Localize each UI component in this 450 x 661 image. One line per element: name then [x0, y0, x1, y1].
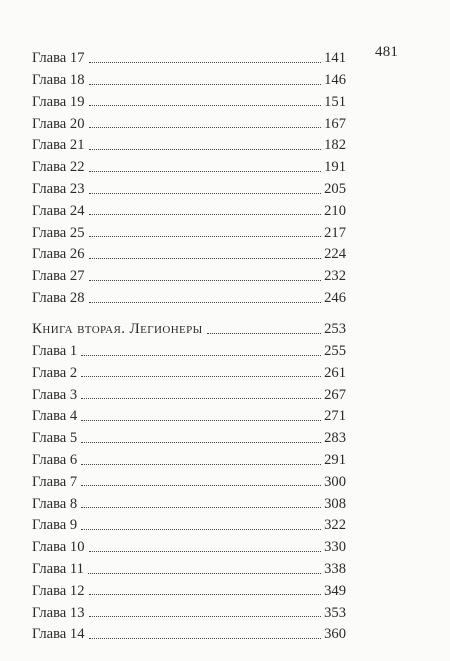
- chapter-title: Глава 21: [32, 137, 85, 154]
- chapter-title: Глава 28: [32, 289, 85, 306]
- toc-entry: [32, 380, 346, 402]
- chapter-title: Глава 18: [32, 72, 85, 88]
- chapter-page-ref: 349: [324, 582, 346, 599]
- dot-leader: [89, 192, 322, 194]
- chapter-page-ref: 353: [324, 604, 346, 621]
- dot-leader: [89, 257, 322, 259]
- dot-leader: [81, 506, 321, 508]
- toc-entry: [32, 533, 346, 555]
- toc-entry: [32, 555, 346, 577]
- chapter-title: Глава 24: [32, 202, 85, 219]
- dot-leader: [88, 572, 321, 574]
- toc-entry: [32, 620, 346, 642]
- toc-entry: [32, 337, 346, 359]
- chapter-title: Глава 19: [32, 93, 85, 110]
- toc-entry: [32, 446, 346, 468]
- toc-entry: [32, 284, 346, 306]
- chapter-page-ref: 224: [324, 246, 346, 263]
- chapter-title: Глава 12: [32, 582, 85, 599]
- chapter-page-ref: 291: [324, 452, 346, 469]
- toc-entry: [32, 88, 346, 110]
- section-gap: [32, 306, 346, 316]
- toc-entry: [32, 511, 346, 533]
- toc-book-heading: [32, 315, 346, 337]
- toc-entry: [32, 153, 346, 175]
- dot-leader: [89, 593, 322, 595]
- chapter-page-ref: 191: [324, 159, 346, 176]
- dot-leader: [81, 419, 321, 421]
- toc-section-book-one: [32, 44, 346, 306]
- dot-leader: [81, 528, 321, 530]
- toc-entry: [32, 44, 346, 66]
- dot-leader: [89, 104, 322, 106]
- dot-leader: [89, 61, 322, 63]
- toc-entry: [32, 66, 346, 88]
- chapter-page-ref: 210: [324, 202, 346, 219]
- chapter-page-ref: 167: [324, 115, 346, 132]
- dot-leader: [81, 484, 321, 486]
- dot-leader: [89, 83, 322, 85]
- chapter-page-ref: 217: [324, 224, 346, 241]
- toc-entry: [32, 218, 346, 240]
- chapter-page-ref: 271: [324, 408, 346, 425]
- chapter-title: Глава 13: [32, 604, 85, 621]
- chapter-title: Глава 11: [32, 561, 84, 578]
- toc-entry: [32, 109, 346, 131]
- toc-entry: [32, 262, 346, 284]
- dot-leader: [89, 235, 322, 237]
- dot-leader: [207, 332, 321, 334]
- toc-entry: [32, 359, 346, 381]
- chapter-title: Глава 26: [32, 246, 85, 263]
- toc-section-book-two: [32, 337, 346, 642]
- dot-leader: [89, 170, 322, 172]
- toc-entry: [32, 131, 346, 153]
- chapter-title: Глава 2: [32, 364, 78, 381]
- chapter-title: Глава 10: [32, 539, 85, 556]
- dot-leader: [89, 126, 322, 128]
- chapter-title: Глава 4: [32, 408, 78, 425]
- chapter-title: Глава 5: [32, 430, 78, 447]
- chapter-page-ref: 308: [324, 495, 346, 512]
- dot-leader: [81, 354, 321, 356]
- page-number: 481: [375, 44, 399, 60]
- chapter-page-ref: 267: [324, 386, 346, 403]
- dot-leader: [89, 148, 322, 150]
- table-of-contents: [32, 44, 346, 642]
- toc-entry: [32, 598, 346, 620]
- dot-leader: [89, 615, 322, 617]
- chapter-title: Глава 9: [32, 517, 78, 534]
- toc-entry: [32, 489, 346, 511]
- toc-entry: [32, 402, 346, 424]
- dot-leader: [89, 301, 322, 303]
- chapter-page-ref: 151: [324, 93, 346, 110]
- dot-leader: [89, 637, 322, 639]
- toc-entry: [32, 424, 346, 446]
- toc-entry: [32, 468, 346, 490]
- chapter-page-ref: 261: [324, 364, 346, 381]
- chapter-page-ref: 246: [324, 289, 346, 306]
- book-page-ref: 253: [324, 321, 346, 338]
- chapter-title: Глава 1: [32, 343, 78, 360]
- dot-leader: [89, 550, 322, 552]
- chapter-page-ref: 255: [324, 343, 346, 360]
- chapter-title: Глава 23: [32, 180, 85, 197]
- chapter-title: Глава 8: [32, 495, 78, 512]
- chapter-title: Глава 17: [32, 50, 85, 67]
- chapter-title: Глава 27: [32, 268, 85, 285]
- chapter-title: Глава 22: [32, 159, 85, 176]
- dot-leader: [89, 279, 322, 281]
- chapter-title: Глава 7: [32, 473, 78, 490]
- chapter-page-ref: 338: [324, 561, 346, 578]
- dot-leader: [81, 463, 321, 465]
- chapter-title: Глава 25: [32, 224, 85, 241]
- chapter-page-ref: 330: [324, 539, 346, 556]
- chapter-page-ref: 232: [324, 268, 346, 285]
- chapter-title: Глава 6: [32, 452, 78, 469]
- dot-leader: [81, 441, 321, 443]
- dot-leader: [81, 375, 321, 377]
- dot-leader: [89, 213, 322, 215]
- chapter-page-ref: 283: [324, 430, 346, 447]
- toc-entry: [32, 197, 346, 219]
- chapter-page-ref: 322: [324, 517, 346, 534]
- chapter-page-ref: 360: [324, 626, 346, 643]
- toc-entry: [32, 577, 346, 599]
- toc-entry: [32, 175, 346, 197]
- book-title: Книга вторая. Легионеры: [32, 320, 203, 337]
- chapter-page-ref: 141: [324, 50, 346, 67]
- chapter-title: Глава 14: [32, 626, 85, 643]
- chapter-page-ref: 146: [324, 72, 346, 88]
- chapter-page-ref: 205: [324, 180, 346, 197]
- chapter-page-ref: 182: [324, 137, 346, 154]
- chapter-title: Глава 20: [32, 115, 85, 132]
- toc-entry: [32, 240, 346, 262]
- dot-leader: [81, 397, 321, 399]
- chapter-title: Глава 3: [32, 386, 78, 403]
- chapter-page-ref: 300: [324, 473, 346, 490]
